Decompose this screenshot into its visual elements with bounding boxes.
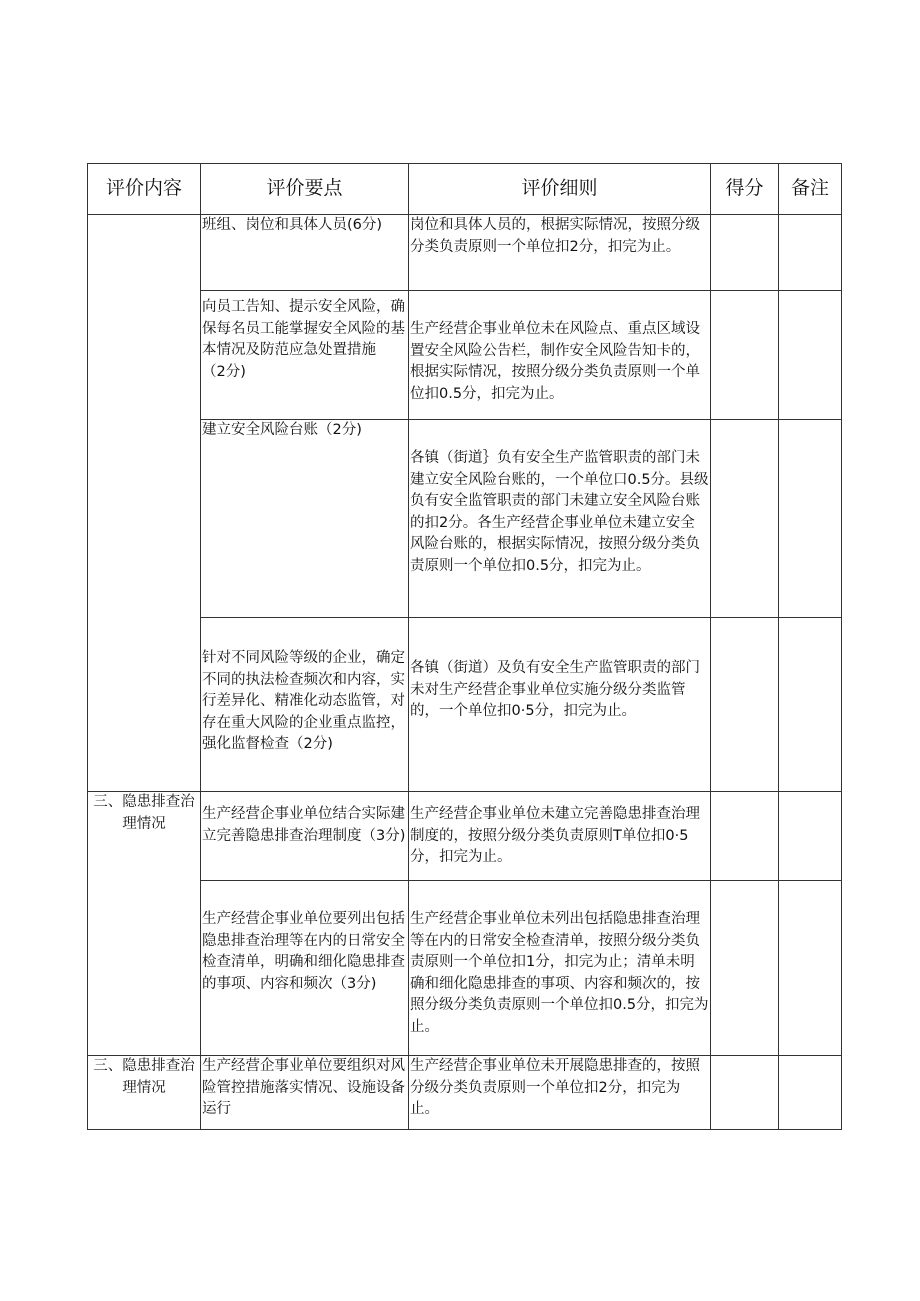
rule-cell: 各镇（街道）及负有安全生产监管职责的部门未对生产经营企事业单位实施分级分类监管的，一个单位扣0·5分，扣完为止。 (409, 618, 711, 792)
table-row (88, 792, 842, 881)
rule-cell: 生产经营企事业单位未开展隐患排查的，按照分级分类负责原则一个单位扣2分，扣完为止。 (409, 1056, 711, 1130)
score-cell[interactable] (711, 881, 779, 1056)
score-cell[interactable] (711, 792, 779, 881)
point-cell: 班组、岗位和具体人员(6分) (201, 215, 409, 291)
remark-cell[interactable] (779, 291, 842, 420)
score-cell[interactable] (711, 291, 779, 420)
rule-cell: 岗位和具体人员的，根据实际情况，按照分级分类负责原则一个单位扣2分，扣完为止。 (409, 215, 711, 291)
table-row (88, 291, 842, 420)
point-cell: 向员工告知、提示安全风险，确保每名员工能掌握安全风险的基本情况及防范应急处置措施 （2分) (201, 291, 409, 420)
point-cell: 针对不同风险等级的企业，确定不同的执法检查频次和内容，实行差异化、精准化动态监管，对存在重大风险的企业重点监控，强化监督检查（2分) (201, 618, 409, 792)
section-cell-empty (88, 215, 201, 792)
header-rules: 评价细则 (409, 164, 711, 215)
table-row (88, 618, 842, 792)
header-content: 评价内容 (88, 164, 201, 215)
remark-cell[interactable] (779, 881, 842, 1056)
table-row (88, 215, 842, 291)
remark-cell[interactable] (779, 792, 842, 881)
remark-cell[interactable] (779, 215, 842, 291)
table-header-row (88, 164, 842, 215)
score-cell[interactable] (711, 618, 779, 792)
rule-cell: 各镇（街道｝负有安全生产监管职责的部门未建立安全风险台账的，一个单位口0.5分。县级负有安全监管职责的部门未建立安全风险台账的扣2分。各生产经营企事业单位未建立安全风险台账的，根据实际情况，按照分级分类负责原则一个单位扣0.5分，扣完为止。 (409, 420, 711, 618)
remark-cell[interactable] (779, 618, 842, 792)
section-label: 三、隐患排查治理情况 (88, 1056, 201, 1130)
remark-cell[interactable] (779, 420, 842, 618)
table-row (88, 420, 842, 618)
score-cell[interactable] (711, 1056, 779, 1130)
table-row (88, 881, 842, 1056)
rule-cell: 生产经营企事业单位未建立完善隐患排查治理制度的，按照分级分类负责原则T单位扣0·5分，扣完为止。 (409, 792, 711, 881)
header-remark: 备注 (779, 164, 842, 215)
point-cell: 生产经营企事业单位要组织对风险管控措施落实情况、设施设备运行 (201, 1056, 409, 1130)
point-cell: 建立安全风险台账（2分) (201, 420, 409, 618)
score-cell[interactable] (711, 215, 779, 291)
section-label: 三、隐患排查治理情况 (88, 792, 201, 1056)
point-cell: 生产经营企事业单位结合实际建立完善隐患排查治理制度（3分) (201, 792, 409, 881)
table-row (88, 1056, 842, 1130)
remark-cell[interactable] (779, 1056, 842, 1130)
point-cell: 生产经营企事业单位要列出包括隐患排查治理等在内的日常安全检查清单，明确和细化隐患排查的事项、内容和频次（3分) (201, 881, 409, 1056)
header-points: 评价要点 (201, 164, 409, 215)
header-score: 得分 (711, 164, 779, 215)
rule-cell: 生产经营企事业单位未在风险点、重点区域设置安全风险公告栏，制作安全风险告知卡的，根据实际情况，按照分级分类负责原则一个单位扣0.5分，扣完为止。 (409, 291, 711, 420)
evaluation-table (87, 163, 842, 1130)
score-cell[interactable] (711, 420, 779, 618)
rule-cell: 生产经营企事业单位未列出包括隐患排查治理等在内的日常安全检查清单，按照分级分类负责原则一个单位扣1分，扣完为止；清单未明确和细化隐患排查的事项、内容和频次的，按照分级分类负责原则一个单位扣0.5分，扣完为止。 (409, 881, 711, 1056)
